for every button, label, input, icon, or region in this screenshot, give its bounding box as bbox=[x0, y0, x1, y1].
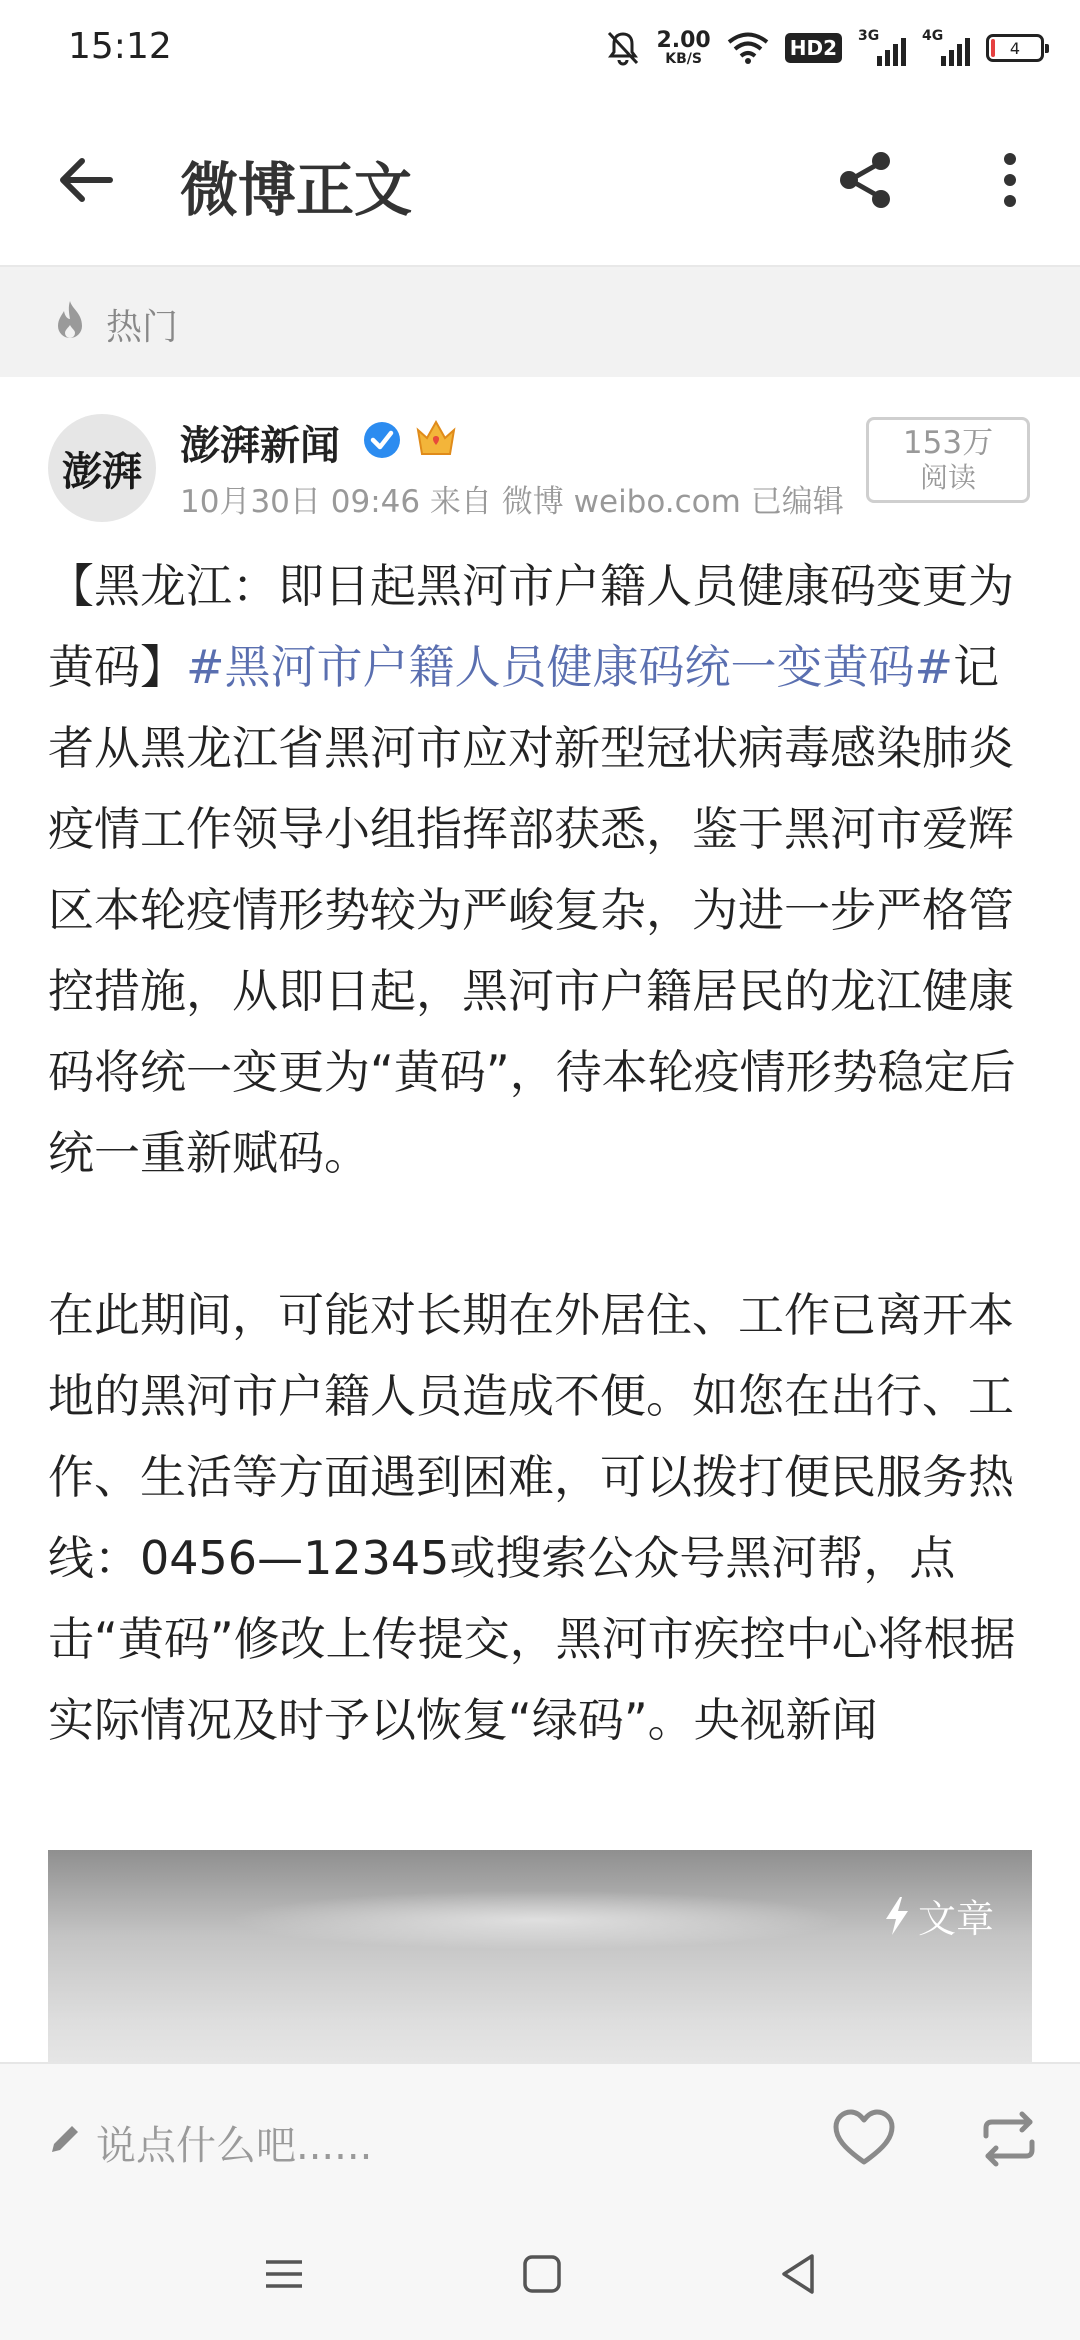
page-title: 微博正文 bbox=[180, 156, 413, 224]
comment-bar bbox=[0, 2062, 1080, 2214]
signal-bars-icon bbox=[877, 38, 906, 66]
home-square-icon[interactable] bbox=[520, 2252, 564, 2296]
mute-bell-icon bbox=[606, 30, 640, 66]
signal-bars-icon bbox=[941, 38, 970, 66]
signal-4g bbox=[922, 28, 970, 68]
hot-label: 热门 bbox=[106, 307, 179, 348]
back-arrow-icon bbox=[63, 161, 110, 199]
back-triangle-icon[interactable] bbox=[776, 2250, 820, 2298]
crown-icon bbox=[412, 414, 460, 462]
post-paragraph-1 bbox=[48, 546, 1032, 1194]
signal-3g-label: 3G bbox=[858, 28, 880, 44]
article-badge bbox=[884, 1888, 994, 1943]
status-time: 15:12 bbox=[68, 26, 172, 67]
reads-count: 153万 bbox=[902, 425, 994, 462]
post-paragraph-2 bbox=[48, 1275, 1032, 1761]
avatar[interactable] bbox=[48, 414, 156, 522]
more-vertical-icon bbox=[1004, 153, 1016, 207]
status-bar bbox=[0, 0, 1080, 95]
more-button[interactable] bbox=[975, 145, 1045, 215]
signal-4g-label: 4G bbox=[922, 28, 944, 44]
pencil-icon bbox=[48, 2120, 84, 2156]
share-button[interactable] bbox=[830, 145, 900, 215]
post-body-text-2: 在此期间，可能对长期在外居住、工作已离开本地的黑河市户籍人员造成不便。如您在出行、工作、生活等方面遇到困难，可以拨打便民服务热线：0456—12345或搜索公众号黑河帮，点击“黄码”修改上传提交，黑河市疾控中心将根据实际情况及时予以恢复“绿码”。央视新闻 bbox=[48, 1288, 1016, 1747]
reads-box bbox=[866, 417, 1030, 503]
author-name[interactable]: 澎湃新闻 bbox=[180, 423, 340, 469]
flame-icon bbox=[52, 299, 88, 343]
lightning-icon bbox=[884, 1897, 910, 1935]
heart-icon bbox=[836, 2112, 892, 2162]
topic-link[interactable]: #黑河市户籍人员健康码统一变黄码# bbox=[186, 640, 954, 694]
avatar-text: 澎湃 bbox=[62, 447, 142, 495]
app-bar bbox=[0, 95, 1080, 267]
net-speed-unit: KB/S bbox=[665, 51, 702, 67]
signal-3g bbox=[858, 28, 906, 68]
post-meta: 10月30日 09:46 来自 微博 weibo.com 已编辑 bbox=[180, 484, 844, 520]
system-nav-bar bbox=[0, 2212, 1080, 2340]
post-body-text-1: 记者从黑龙江省黑河市应对新型冠状病毒感染肺炎疫情工作领导小组指挥部获悉，鉴于黑河市爱辉区本轮疫情形势较为严峻复杂，为进一步严格管控措施，从即日起，黑河市户籍居民的龙江健康码将统一变更为“黄码”，待本轮疫情形势稳定后统一重新赋码。 bbox=[48, 640, 1016, 1180]
battery-icon bbox=[986, 34, 1044, 62]
repost-button[interactable] bbox=[978, 2110, 1040, 2168]
hot-strip bbox=[0, 267, 1080, 377]
share-icon bbox=[840, 152, 890, 208]
menu-icon[interactable] bbox=[262, 2252, 306, 2296]
net-speed-value: 2.00 bbox=[656, 28, 711, 53]
wifi-icon bbox=[727, 31, 769, 65]
post-headline: 【黑龙江：即日起黑河市户籍人员健康码变更为黄码】 bbox=[48, 559, 1014, 694]
article-image-card[interactable] bbox=[48, 1850, 1032, 2065]
article-badge-label: 文章 bbox=[917, 1897, 994, 1941]
like-button[interactable] bbox=[832, 2108, 896, 2168]
hd-badge: HD2 bbox=[785, 33, 842, 63]
verified-icon bbox=[362, 420, 402, 460]
back-button[interactable] bbox=[50, 145, 120, 215]
reads-label: 阅读 bbox=[919, 460, 976, 494]
net-speed bbox=[656, 30, 710, 66]
status-icons bbox=[606, 22, 1044, 74]
repost-icon bbox=[986, 2114, 1032, 2164]
comment-input[interactable]: 说点什么吧...... bbox=[96, 2123, 373, 2169]
battery-level: 4 bbox=[1009, 38, 1021, 58]
post-body bbox=[48, 546, 1032, 1761]
